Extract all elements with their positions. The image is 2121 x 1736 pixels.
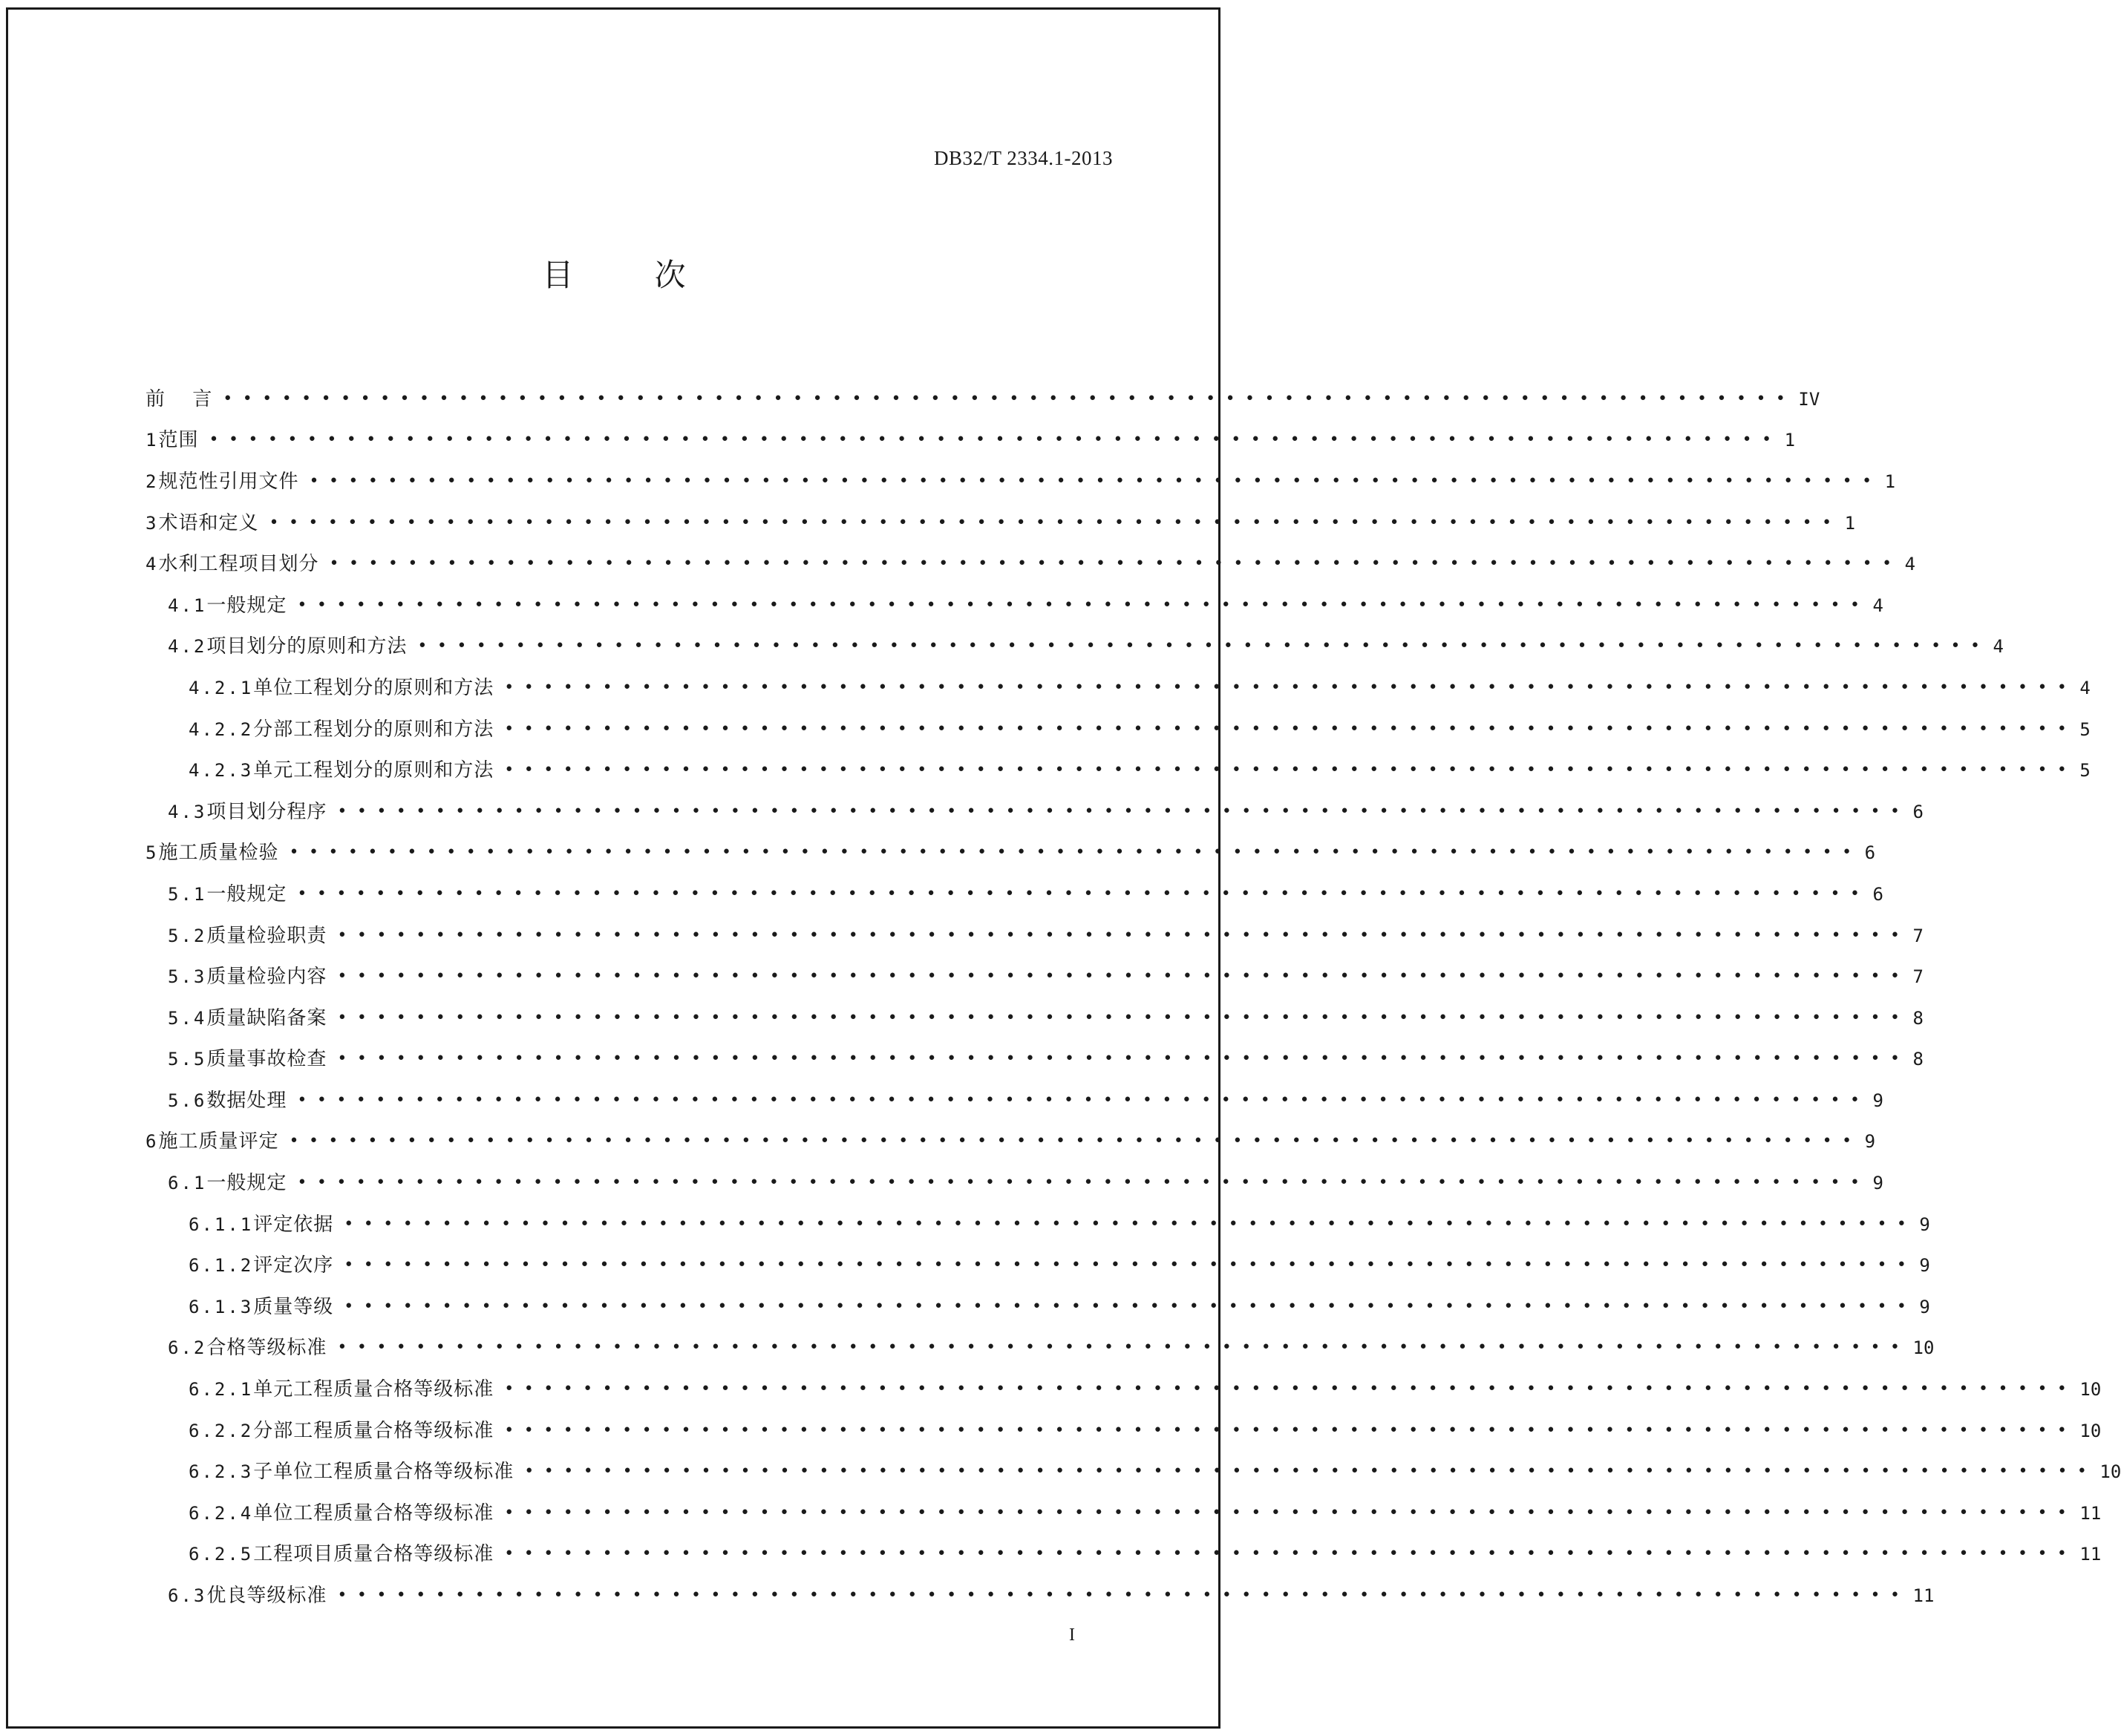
toc-entry-label: 水利工程项目划分 bbox=[158, 553, 319, 576]
toc-entry-page: 5 bbox=[2079, 760, 2091, 782]
toc-entry-number: 5 bbox=[146, 842, 159, 864]
toc-entry-number: 5.4 bbox=[168, 1007, 207, 1029]
toc-dot-leader: •••••••••••••••••••••••••••••••••••••••••••••••••••••••••••••••••••••••••••••••• bbox=[504, 1545, 2077, 1564]
toc-entry-label: 数据处理 bbox=[206, 1089, 287, 1112]
toc-dot-leader: •••••••••••••••••••••••••••••••••••••••••••••••••••••••••••••••••••••••••••••••• bbox=[504, 719, 2077, 738]
toc-entry-page: 9 bbox=[1872, 1173, 1883, 1194]
toc-entry-label: 项目划分的原则和方法 bbox=[206, 635, 408, 658]
toc-entry-number: 6.2 bbox=[168, 1337, 207, 1359]
toc-entry-number: 6.1.1 bbox=[189, 1213, 254, 1235]
toc-entry[interactable] bbox=[146, 956, 1924, 998]
toc-dot-leader: •••••••••••••••••••••••••••••••••••••••••••••••••••••••••••••••••••••••••••••••• bbox=[524, 1462, 2097, 1481]
toc-dot-leader: •••••••••••••••••••••••••••••••••••••••••••••••••••••••••••••••••••••••••••••••• bbox=[337, 926, 1910, 945]
toc-entry-number: 6.1.2 bbox=[189, 1255, 254, 1277]
toc-entry[interactable] bbox=[146, 420, 1796, 462]
toc-dot-leader: •••••••••••••••••••••••••••••••••••••••••••••••••••••••••••••••••••••••••••••••• bbox=[289, 1132, 1862, 1151]
toc-entry-page: 9 bbox=[1919, 1255, 1930, 1277]
toc-entry-page: 7 bbox=[1912, 925, 1924, 946]
toc-dot-leader: •••••••••••••••••••••••••••••••••••••••••••••••••••••••••••••••••••••••••••••••• bbox=[337, 1008, 1910, 1027]
toc-entry[interactable] bbox=[146, 1451, 2121, 1493]
toc-entry-number: 6.1 bbox=[168, 1173, 207, 1194]
toc-entry-label: 工程项目质量合格等级标准 bbox=[253, 1543, 494, 1566]
toc-entry-label: 单位工程划分的原则和方法 bbox=[253, 676, 494, 699]
toc-entry-number: 2 bbox=[146, 471, 159, 492]
toc-entry-label: 质量检验内容 bbox=[206, 966, 327, 989]
page-title: 目 次 bbox=[542, 257, 722, 293]
toc-entry[interactable] bbox=[146, 1121, 1876, 1163]
toc-entry[interactable] bbox=[146, 1534, 2102, 1576]
toc-entry-page: 1 bbox=[1844, 512, 1856, 534]
toc-entry-label: 质量等级 bbox=[253, 1295, 334, 1318]
toc-entry-label: 施工质量评定 bbox=[158, 1130, 279, 1153]
toc-dot-leader: •••••••••••••••••••••••••••••••••••••••••••••••••••••••••••••••••••••••••••••••• bbox=[344, 1256, 1917, 1275]
toc-dot-leader: •••••••••••••••••••••••••••••••••••••••••••••••••••••••••••••••••••••••••••••••• bbox=[297, 884, 1870, 903]
page-number: I bbox=[1069, 1625, 1075, 1645]
toc-entry-page: 4 bbox=[1904, 554, 1916, 575]
toc-entry-label: 评定依据 bbox=[253, 1213, 334, 1236]
toc-entry-page: IV bbox=[1798, 388, 1820, 410]
toc-dot-leader: •••••••••••••••••••••••••••••••••••••••••••••••••••••••••••••••••••••••••••••••• bbox=[269, 513, 1842, 532]
toc-entry-label: 单元工程划分的原则和方法 bbox=[253, 759, 494, 782]
toc-entry-number: 4.2.3 bbox=[189, 760, 254, 782]
toc-entry-number: 4 bbox=[146, 554, 159, 575]
toc-entry-number: 6.2.5 bbox=[189, 1544, 254, 1565]
toc-entry[interactable] bbox=[146, 791, 1924, 833]
toc-dot-leader: •••••••••••••••••••••••••••••••••••••••••••••••••••••••••••••••••••••••••••••••• bbox=[344, 1214, 1917, 1234]
toc-entry-label: 前 言 bbox=[146, 387, 213, 410]
toc-entry-number: 5.2 bbox=[168, 925, 207, 946]
toc-dot-leader: •••••••••••••••••••••••••••••••••••••••••••••••••••••••••••••••••••••••••••••••• bbox=[223, 389, 1796, 408]
toc-entry[interactable] bbox=[146, 1204, 1930, 1245]
toc-entry-label: 施工质量检验 bbox=[158, 842, 279, 865]
toc-entry-page: 4 bbox=[2079, 677, 2091, 698]
toc-dot-leader: •••••••••••••••••••••••••••••••••••••••••••••••••••••••••••••••••••••••••••••••• bbox=[209, 430, 1782, 450]
toc-entry-number: 6.2.3 bbox=[189, 1461, 254, 1483]
toc-entry-page: 10 bbox=[2079, 1379, 2102, 1401]
toc-entry-number: 6.3 bbox=[168, 1585, 207, 1607]
toc-entry-number: 5.6 bbox=[168, 1090, 207, 1111]
toc-entry-page: 9 bbox=[1919, 1296, 1930, 1317]
toc-dot-leader: •••••••••••••••••••••••••••••••••••••••••••••••••••••••••••••••••••••••••••••••• bbox=[504, 1421, 2077, 1440]
toc-dot-leader: •••••••••••••••••••••••••••••••••••••••••••••••••••••••••••••••••••••••••••••••• bbox=[337, 967, 1910, 986]
toc-entry[interactable] bbox=[146, 1080, 1883, 1121]
toc-entry[interactable] bbox=[146, 626, 2004, 668]
toc-entry[interactable] bbox=[146, 502, 1856, 544]
toc-entry[interactable] bbox=[146, 379, 1820, 420]
toc-entry-label: 分部工程质量合格等级标准 bbox=[253, 1419, 494, 1442]
toc-entry-page: 4 bbox=[1993, 636, 2004, 658]
toc-entry-number: 1 bbox=[146, 430, 159, 451]
toc-entry-page: 6 bbox=[1872, 883, 1883, 905]
toc-dot-leader: •••••••••••••••••••••••••••••••••••••••••••••••••••••••••••••••••••••••••••••••• bbox=[417, 637, 1990, 656]
toc-entry-label: 优良等级标准 bbox=[206, 1585, 327, 1608]
toc-entry-page: 10 bbox=[2079, 1420, 2102, 1441]
toc-entry[interactable] bbox=[146, 1245, 1930, 1286]
toc-entry[interactable] bbox=[146, 874, 1883, 915]
toc-entry-number: 5.3 bbox=[168, 966, 207, 988]
toc-entry[interactable] bbox=[146, 833, 1876, 874]
toc-entry-number: 4.3 bbox=[168, 801, 207, 822]
toc-entry-page: 6 bbox=[1864, 842, 1876, 864]
toc-entry-label: 质量检验职责 bbox=[206, 924, 327, 947]
toc-entry-page: 7 bbox=[1912, 966, 1924, 988]
toc-entry-number: 4.2.2 bbox=[189, 718, 254, 740]
toc-dot-leader: •••••••••••••••••••••••••••••••••••••••••••••••••••••••••••••••••••••••••••••••• bbox=[337, 1338, 1910, 1357]
toc-entry-label: 合格等级标准 bbox=[206, 1337, 327, 1360]
toc-entry[interactable] bbox=[146, 461, 1896, 502]
toc-entry-number: 6 bbox=[146, 1131, 159, 1153]
toc-entry[interactable] bbox=[146, 1286, 1930, 1328]
toc-entry[interactable] bbox=[146, 1493, 2102, 1534]
toc-entry-page: 8 bbox=[1912, 1049, 1924, 1070]
toc-entry-page: 11 bbox=[2079, 1544, 2102, 1565]
toc-dot-leader: •••••••••••••••••••••••••••••••••••••••••••••••••••••••••••••••••••••••••••••••• bbox=[337, 1049, 1910, 1069]
toc-dot-leader: •••••••••••••••••••••••••••••••••••••••••••••••••••••••••••••••••••••••••••••••• bbox=[337, 802, 1910, 821]
toc-dot-leader: •••••••••••••••••••••••••••••••••••••••••••••••••••••••••••••••••••••••••••••••• bbox=[337, 1586, 1910, 1605]
toc-entry[interactable] bbox=[146, 998, 1924, 1039]
toc-entry-page: 6 bbox=[1912, 801, 1924, 822]
toc-entry-page: 9 bbox=[1872, 1090, 1883, 1111]
toc-entry-label: 项目划分程序 bbox=[206, 800, 327, 823]
toc-entry-page: 1 bbox=[1784, 430, 1796, 451]
toc-entry-label: 一般规定 bbox=[206, 882, 287, 905]
toc-entry-number: 4.1 bbox=[168, 595, 207, 616]
toc-dot-leader: •••••••••••••••••••••••••••••••••••••••••••••••••••••••••••••••••••••••••••••••• bbox=[329, 554, 1902, 574]
toc-entry-label: 分部工程划分的原则和方法 bbox=[253, 718, 494, 741]
toc-dot-leader: •••••••••••••••••••••••••••••••••••••••••••••••••••••••••••••••••••••••••••••••• bbox=[344, 1297, 1917, 1316]
toc-entry-label: 评定次序 bbox=[253, 1254, 334, 1277]
toc-dot-leader: •••••••••••••••••••••••••••••••••••••••••••••••••••••••••••••••••••••••••••••••• bbox=[504, 678, 2077, 697]
toc-entry-number: 5.1 bbox=[168, 883, 207, 905]
toc-entry[interactable] bbox=[146, 543, 1916, 585]
toc-entry-label: 单元工程质量合格等级标准 bbox=[253, 1378, 494, 1401]
toc-entry-label: 一般规定 bbox=[206, 594, 287, 617]
toc-entry-number: 4.2.1 bbox=[189, 677, 254, 698]
toc-entry-number: 6.2.4 bbox=[189, 1502, 254, 1524]
toc-entry-page: 11 bbox=[1912, 1585, 1935, 1607]
toc-entry[interactable] bbox=[146, 709, 2091, 750]
toc-entry-page: 1 bbox=[1884, 471, 1896, 492]
toc-entry-label: 子单位工程质量合格等级标准 bbox=[253, 1461, 514, 1484]
toc-entry[interactable] bbox=[146, 585, 1883, 626]
toc-entry[interactable] bbox=[146, 667, 2091, 709]
toc-entry-label: 范围 bbox=[158, 429, 199, 452]
toc-entry[interactable] bbox=[146, 1410, 2102, 1452]
toc-entry-number: 6.2.2 bbox=[189, 1420, 254, 1441]
toc-entry-page: 11 bbox=[2079, 1502, 2102, 1524]
toc-entry[interactable] bbox=[146, 1162, 1883, 1204]
toc-dot-leader: •••••••••••••••••••••••••••••••••••••••••••••••••••••••••••••••••••••••••••••••• bbox=[309, 471, 1882, 491]
document-code: DB32/T 2334.1-2013 bbox=[933, 147, 1113, 169]
toc-entry-page: 4 bbox=[1872, 595, 1883, 616]
toc-entry-page: 9 bbox=[1864, 1131, 1876, 1153]
toc-entry-number: 4.2 bbox=[168, 636, 207, 658]
toc-dot-leader: •••••••••••••••••••••••••••••••••••••••••••••••••••••••••••••••••••••••••••••••• bbox=[504, 761, 2077, 780]
toc-dot-leader: •••••••••••••••••••••••••••••••••••••••••••••••••••••••••••••••••••••••••••••••• bbox=[504, 1503, 2077, 1522]
toc-dot-leader: •••••••••••••••••••••••••••••••••••••••••••••••••••••••••••••••••••••••••••••••• bbox=[289, 843, 1862, 862]
toc-entry[interactable] bbox=[146, 1039, 1924, 1081]
table-of-contents bbox=[146, 379, 2121, 1617]
toc-entry-label: 术语和定义 bbox=[158, 511, 259, 534]
toc-dot-leader: •••••••••••••••••••••••••••••••••••••••••••••••••••••••••••••••••••••••••••••••• bbox=[297, 595, 1870, 615]
toc-dot-leader: •••••••••••••••••••••••••••••••••••••••••••••••••••••••••••••••••••••••••••••••• bbox=[504, 1380, 2077, 1399]
toc-entry-number: 6.1.3 bbox=[189, 1296, 254, 1317]
toc-entry[interactable] bbox=[146, 915, 1924, 957]
toc-entry-page: 10 bbox=[1912, 1337, 1935, 1359]
toc-entry-label: 一般规定 bbox=[206, 1172, 287, 1195]
toc-entry-page: 10 bbox=[2099, 1461, 2121, 1483]
toc-entry-page: 5 bbox=[2079, 718, 2091, 740]
toc-entry[interactable] bbox=[146, 750, 2091, 791]
toc-entry-number: 6.2.1 bbox=[189, 1379, 254, 1401]
toc-dot-leader: •••••••••••••••••••••••••••••••••••••••••••••••••••••••••••••••••••••••••••••••• bbox=[297, 1090, 1870, 1110]
toc-entry-page: 9 bbox=[1919, 1213, 1930, 1235]
toc-entry-label: 规范性引用文件 bbox=[158, 470, 299, 493]
toc-entry-number: 5.5 bbox=[168, 1049, 207, 1070]
toc-entry-page: 8 bbox=[1912, 1007, 1924, 1029]
toc-entry-label: 质量事故检查 bbox=[206, 1048, 327, 1071]
toc-entry[interactable] bbox=[146, 1369, 2102, 1410]
toc-entry-label: 单位工程质量合格等级标准 bbox=[253, 1501, 494, 1524]
toc-entry[interactable] bbox=[146, 1328, 1935, 1369]
toc-entry-number: 3 bbox=[146, 512, 159, 534]
toc-entry[interactable] bbox=[146, 1575, 1935, 1617]
toc-dot-leader: •••••••••••••••••••••••••••••••••••••••••••••••••••••••••••••••••••••••••••••••• bbox=[297, 1173, 1870, 1193]
toc-entry-label: 质量缺陷备案 bbox=[206, 1006, 327, 1029]
